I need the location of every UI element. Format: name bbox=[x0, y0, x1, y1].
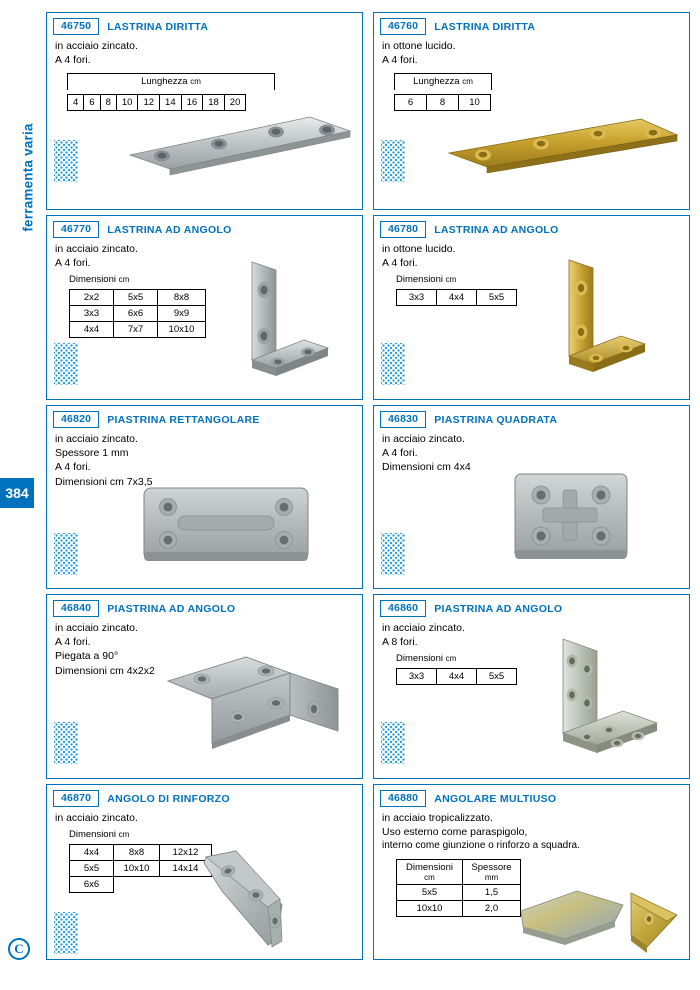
table-header-unit: mm bbox=[463, 873, 521, 885]
measurement-table bbox=[396, 289, 517, 306]
product-card[interactable] bbox=[46, 12, 363, 210]
product-image-flat-plate-zinc bbox=[122, 111, 352, 177]
card-header bbox=[47, 13, 362, 39]
product-code: 46860 bbox=[380, 600, 426, 617]
desc-line: in acciaio zincato. bbox=[55, 40, 138, 53]
product-description bbox=[55, 39, 356, 67]
desc-line: Dimensioni cm 7x3,5 bbox=[55, 475, 153, 488]
card-header bbox=[374, 13, 689, 39]
product-code: 46880 bbox=[380, 790, 426, 807]
table-cell: 5x5 bbox=[70, 861, 114, 877]
table-row bbox=[68, 95, 246, 111]
table-caption: Dimensioni cm bbox=[396, 274, 457, 286]
table-row bbox=[70, 290, 206, 306]
product-code: 46780 bbox=[380, 221, 426, 238]
product-code: 46870 bbox=[53, 790, 99, 807]
desc-line: A 4 fori. bbox=[55, 461, 91, 474]
card-header bbox=[374, 406, 689, 432]
product-description bbox=[55, 621, 356, 678]
desc-line: interno come giunzione o rinforzo a squadra. bbox=[382, 840, 580, 852]
texture-swatch bbox=[53, 721, 79, 765]
desc-line: A 4 fori. bbox=[55, 54, 91, 67]
table-cell: 6x6 bbox=[114, 306, 158, 322]
table-cell: 14x14 bbox=[160, 861, 212, 877]
card-header bbox=[374, 785, 689, 811]
table-cell: 5x5 bbox=[477, 669, 517, 685]
table-row bbox=[70, 306, 206, 322]
product-description bbox=[382, 432, 683, 475]
catalog-grid bbox=[46, 12, 690, 960]
product-code: 46830 bbox=[380, 411, 426, 428]
card-header bbox=[47, 406, 362, 432]
table-cell: 4x4 bbox=[437, 290, 477, 306]
table-header: Dimensioni bbox=[397, 859, 463, 873]
table-row bbox=[70, 845, 212, 861]
table-cell: 6x6 bbox=[70, 877, 114, 893]
table-caption: Dimensioni cm bbox=[69, 274, 130, 286]
table-row bbox=[397, 884, 521, 900]
table-row bbox=[395, 95, 491, 111]
publisher-logo: C bbox=[8, 938, 30, 960]
card-body bbox=[47, 242, 362, 392]
desc-line: A 4 fori. bbox=[382, 447, 418, 460]
table-cell: 1,5 bbox=[463, 884, 521, 900]
table-row bbox=[397, 873, 521, 885]
product-card[interactable] bbox=[373, 12, 690, 210]
desc-line: in acciaio zincato. bbox=[55, 243, 138, 256]
desc-line: A 4 fori. bbox=[382, 54, 418, 67]
table-row bbox=[70, 322, 206, 338]
table-cell: 4 bbox=[68, 95, 84, 111]
texture-swatch bbox=[380, 532, 406, 576]
table-cell: 18 bbox=[203, 95, 225, 111]
table-cell: 5x5 bbox=[114, 290, 158, 306]
desc-line: Dimensioni cm 4x2x2 bbox=[55, 664, 155, 677]
texture-swatch bbox=[380, 342, 406, 386]
texture-swatch bbox=[380, 139, 406, 183]
card-body bbox=[374, 621, 689, 771]
desc-line: Dimensioni cm 4x4 bbox=[382, 461, 471, 474]
table-cell: 4x4 bbox=[70, 322, 114, 338]
desc-line: A 4 fori. bbox=[55, 257, 91, 270]
measurement-table bbox=[69, 844, 212, 893]
product-title: LASTRINA DIRITTA bbox=[107, 20, 209, 33]
desc-line: in acciaio tropicalizzato. bbox=[382, 812, 493, 825]
table-cell: 3x3 bbox=[70, 306, 114, 322]
table-cell: 10 bbox=[459, 95, 491, 111]
table-caption: Dimensioni cm bbox=[396, 653, 457, 665]
left-rail bbox=[0, 0, 42, 990]
table-cell: 20 bbox=[224, 95, 246, 111]
product-title: LASTRINA AD ANGOLO bbox=[107, 223, 232, 236]
table-cell: 9x9 bbox=[158, 306, 206, 322]
table-caption: Lunghezza cm bbox=[67, 73, 275, 90]
measurement-table bbox=[67, 94, 246, 111]
product-image-multiuse-angle bbox=[519, 869, 683, 955]
desc-line: in ottone lucido. bbox=[382, 243, 456, 256]
card-header bbox=[374, 595, 689, 621]
card-header bbox=[47, 595, 362, 621]
table-row bbox=[70, 861, 212, 877]
product-card[interactable] bbox=[46, 594, 363, 779]
product-card[interactable] bbox=[46, 405, 363, 589]
texture-swatch bbox=[53, 911, 79, 955]
product-card[interactable] bbox=[373, 405, 690, 589]
table-cell: 6 bbox=[84, 95, 100, 111]
product-image-flat-plate-brass bbox=[443, 113, 681, 173]
card-header bbox=[374, 216, 689, 242]
product-code: 46750 bbox=[53, 18, 99, 35]
product-title: LASTRINA AD ANGOLO bbox=[434, 223, 559, 236]
product-image-square-plate bbox=[507, 468, 637, 570]
product-description bbox=[55, 242, 356, 270]
product-title: ANGOLO DI RINFORZO bbox=[107, 792, 230, 805]
card-body bbox=[374, 811, 689, 961]
measurement-table bbox=[394, 94, 491, 111]
product-code: 46820 bbox=[53, 411, 99, 428]
desc-line: A 4 fori. bbox=[55, 636, 91, 649]
measurement-table bbox=[69, 289, 206, 338]
page-number: 384 bbox=[0, 478, 34, 508]
table-cell: 3x3 bbox=[397, 290, 437, 306]
table-cell: 2,0 bbox=[463, 900, 521, 916]
product-description bbox=[382, 621, 683, 649]
product-title: ANGOLARE MULTIUSO bbox=[434, 792, 557, 805]
table-row bbox=[397, 669, 517, 685]
table-cell: 8x8 bbox=[158, 290, 206, 306]
product-code: 46760 bbox=[380, 18, 426, 35]
product-code: 46770 bbox=[53, 221, 99, 238]
table-cell: 5x5 bbox=[397, 884, 463, 900]
product-title: PIASTRINA RETTANGOLARE bbox=[107, 413, 260, 426]
table-row bbox=[397, 859, 521, 873]
table-cell: 2x2 bbox=[70, 290, 114, 306]
table-cell: 4x4 bbox=[437, 669, 477, 685]
table-cell: 10x10 bbox=[158, 322, 206, 338]
product-description bbox=[382, 811, 683, 853]
card-body bbox=[374, 39, 689, 189]
table-header: Spessore bbox=[463, 859, 521, 873]
product-description bbox=[382, 39, 683, 67]
desc-line: in acciaio zincato. bbox=[382, 433, 465, 446]
card-body bbox=[47, 811, 362, 961]
table-cell: 14 bbox=[160, 95, 182, 111]
table-cell: 8 bbox=[100, 95, 116, 111]
card-body bbox=[47, 39, 362, 189]
product-description bbox=[382, 242, 683, 270]
product-description bbox=[55, 811, 356, 825]
table-cell: 8 bbox=[427, 95, 459, 111]
desc-line: in acciaio zincato. bbox=[55, 433, 138, 446]
product-title: PIASTRINA AD ANGOLO bbox=[107, 602, 236, 615]
product-code: 46840 bbox=[53, 600, 99, 617]
product-title: PIASTRINA QUADRATA bbox=[434, 413, 558, 426]
product-title: LASTRINA DIRITTA bbox=[434, 20, 536, 33]
product-title: PIASTRINA AD ANGOLO bbox=[434, 602, 563, 615]
table-cell: 10x10 bbox=[397, 900, 463, 916]
table-cell: 12 bbox=[138, 95, 160, 111]
table-caption: Lunghezza cm bbox=[394, 73, 492, 90]
card-header bbox=[47, 785, 362, 811]
desc-line: Spessore 1 mm bbox=[55, 447, 129, 460]
product-card[interactable] bbox=[373, 594, 690, 779]
texture-swatch bbox=[53, 532, 79, 576]
desc-line: Piegata a 90° bbox=[55, 650, 119, 663]
table-cell: 7x7 bbox=[114, 322, 158, 338]
measurement-table bbox=[396, 859, 521, 917]
table-cell: 4x4 bbox=[70, 845, 114, 861]
product-image-rect-plate bbox=[138, 482, 318, 568]
product-card[interactable] bbox=[46, 215, 363, 400]
table-cell: 3x3 bbox=[397, 669, 437, 685]
desc-line: Uso esterno come paraspigolo, bbox=[382, 826, 528, 839]
measurement-table bbox=[396, 668, 517, 685]
product-card[interactable] bbox=[373, 784, 690, 960]
product-card[interactable] bbox=[373, 215, 690, 400]
card-body bbox=[47, 432, 362, 582]
table-cell: 10x10 bbox=[114, 861, 160, 877]
desc-line: in ottone lucido. bbox=[382, 40, 456, 53]
table-row bbox=[397, 900, 521, 916]
product-card[interactable] bbox=[46, 784, 363, 960]
table-row bbox=[70, 877, 212, 893]
table-header-unit: cm bbox=[397, 873, 463, 885]
table-cell: 12x12 bbox=[160, 845, 212, 861]
product-description bbox=[55, 432, 356, 489]
texture-swatch bbox=[53, 139, 79, 183]
desc-line: in acciaio zincato. bbox=[55, 812, 138, 825]
table-cell: 5x5 bbox=[477, 290, 517, 306]
desc-line: A 8 fori. bbox=[382, 636, 418, 649]
table-cell: 6 bbox=[395, 95, 427, 111]
desc-line: in acciaio zincato. bbox=[55, 622, 138, 635]
texture-swatch bbox=[380, 721, 406, 765]
card-header bbox=[47, 216, 362, 242]
product-image-reinforce-angle bbox=[198, 849, 348, 955]
desc-line: A 4 fori. bbox=[382, 257, 418, 270]
card-body bbox=[374, 432, 689, 582]
table-cell: 8x8 bbox=[114, 845, 160, 861]
texture-swatch bbox=[53, 342, 79, 386]
section-label: ferramenta varia bbox=[20, 123, 36, 232]
table-cell: 10 bbox=[116, 95, 138, 111]
table-caption: Dimensioni cm bbox=[69, 829, 130, 841]
card-body bbox=[47, 621, 362, 771]
table-row bbox=[397, 290, 517, 306]
card-body bbox=[374, 242, 689, 392]
table-cell: 16 bbox=[181, 95, 203, 111]
desc-line: in acciaio zincato. bbox=[382, 622, 465, 635]
